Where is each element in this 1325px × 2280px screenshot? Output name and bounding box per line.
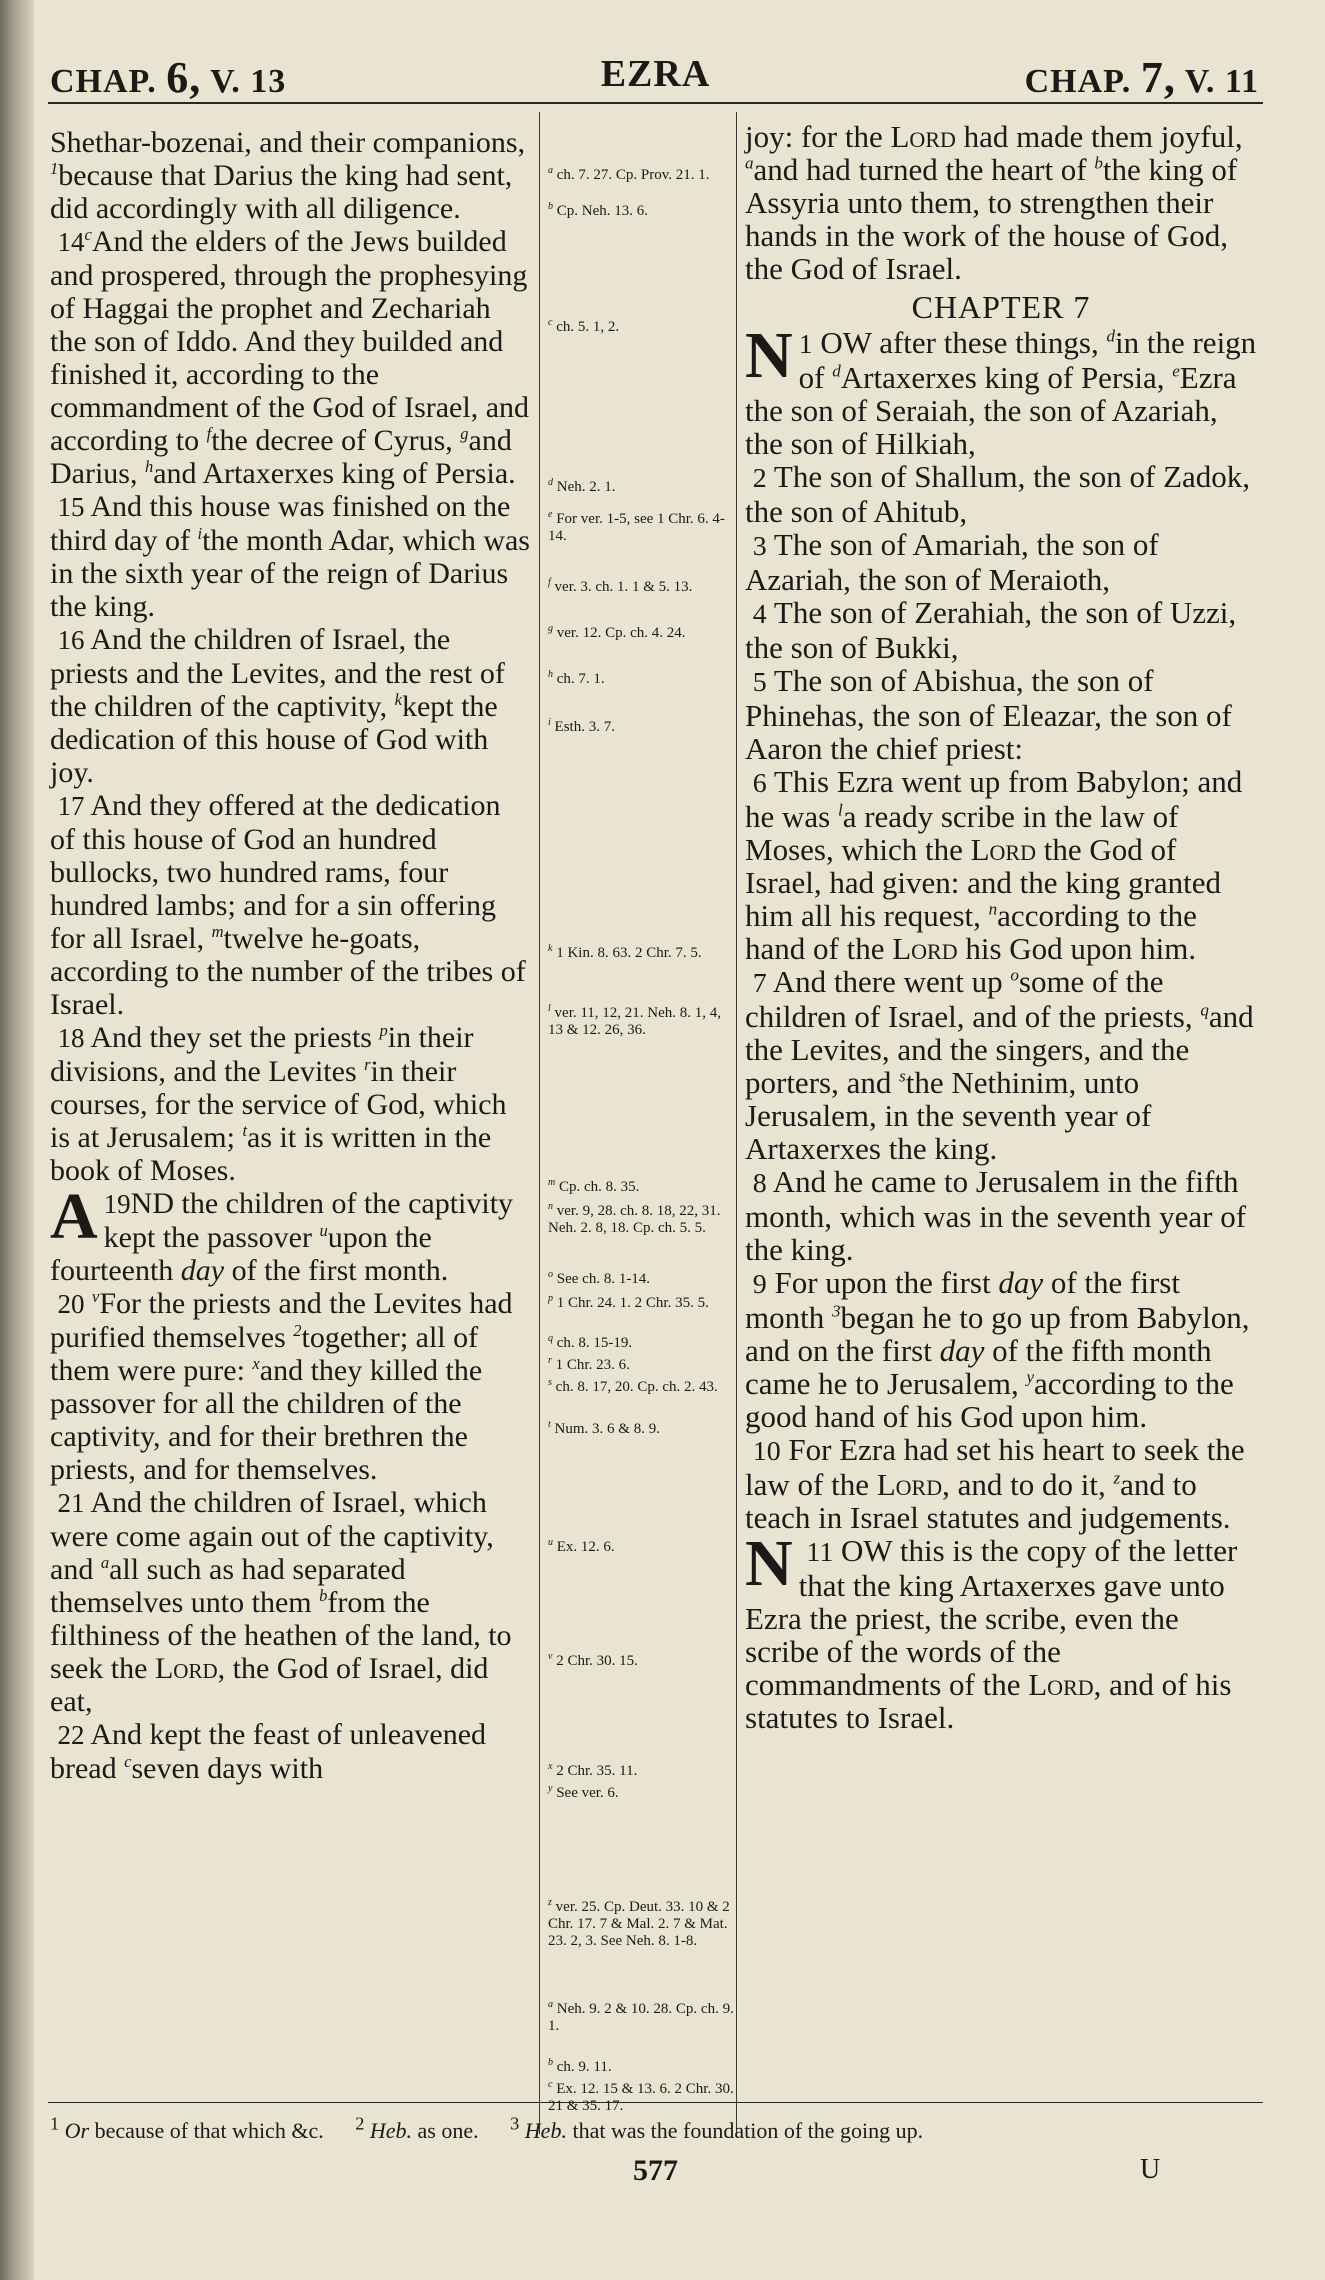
- xref-a: $^a$ ch. 7. 27. Cp. Prov. 21. 1.: [548, 165, 710, 183]
- xref-b: $^b$ Cp. Neh. 13. 6.: [548, 201, 648, 219]
- xref-y: $^y$ See ver. 6.: [548, 1783, 619, 1801]
- header-right-chapter: 7,: [1140, 53, 1176, 102]
- xref-q: $^q$ ch. 8. 15-19.: [548, 1333, 633, 1351]
- xref-r: $^r$ 1 Chr. 23. 6.: [548, 1355, 630, 1373]
- verse-7-2: 2 The son of Shallum, the son of Zadok, the son of Ahitub,: [745, 459, 1251, 529]
- xref-c2: $^c$ Ex. 12. 15 & 13. 6. 2 Chr. 30. 21 & 35. 17.: [548, 2079, 734, 2114]
- verse-7-11: 11 N OW this is the copy of the letter that the king Artaxerxes gave unto Ezra the priest, the scribe, even the scribe of the words of the commandments of the Lord, and of his statutes to Israel.: [745, 1527, 1238, 1735]
- header-left-verse: V. 13: [210, 63, 287, 100]
- verse-17: 17 And they offered at the dedication of this house of God an hundred bullocks, two hundred rams, four hundred lambs; and for a sin offering for all Israel, $^m$twelve he-goats, according to the number of the tribes of Israel.: [50, 789, 526, 1021]
- footnotes: [50, 2114, 1265, 2144]
- right-text-column: [745, 120, 1257, 1734]
- book-title: EZRA: [600, 53, 711, 95]
- xref-x: $^x$ 2 Chr. 35. 11.: [548, 1761, 638, 1779]
- verse-7-9: 9 For upon the first day of the first month $^3$began he to go up from Babylon, and on the first day of the fifth month came he to Jerusalem, $^y$according to the good hand of his God upon him.: [745, 1265, 1250, 1434]
- xref-f: $^f$ ver. 3. ch. 1. 1 & 5. 13.: [548, 577, 693, 595]
- header-right-reference: [1025, 52, 1259, 103]
- xref-g: $^g$ ver. 12. Cp. ch. 4. 24.: [548, 623, 686, 641]
- xref-s: $^s$ ch. 8. 17, 20. Cp. ch. 2. 43.: [548, 1377, 718, 1395]
- verse-7-7: 7 And there went up $^o$some of the children of Israel, and of the priests, $^q$and the Levites, and the singers, and the porters, and $^s$the Nethinim, unto Jerusalem, in the seventh year of Artaxerxes the king.: [745, 964, 1254, 1166]
- xref-t: $^t$ Num. 3. 6 & 8. 9.: [548, 1419, 660, 1437]
- header-left-chapter: 6,: [166, 53, 202, 102]
- page-number: 577: [633, 2154, 678, 2187]
- verse-18: 18 And they set the priests $^p$in their divisions, and the Levites $^r$in their courses, for the service of God, which is at Jerusalem; $^t$as it is written in the book of Moses.: [50, 1021, 507, 1187]
- header-right-verse: V. 11: [1184, 63, 1259, 100]
- verse-21: 21 And the children of Israel, which were come again out of the captivity, and $^a$all such as had separated themselves unto them $^b$from the filthiness of the heathen of the land, to seek the Lord, the God of Israel, did eat,: [50, 1486, 512, 1718]
- verse-7-4: 4 The son of Zerahiah, the son of Uzzi, the son of Bukki,: [745, 595, 1237, 665]
- chapter-heading: CHAPTER 7: [911, 289, 1091, 325]
- xref-c: $^c$ ch. 5. 1, 2.: [548, 317, 620, 335]
- xref-n: $^n$ ver. 9, 28. ch. 8. 18, 22, 31. Neh. 2. 8, 18. Cp. ch. 5. 5.: [548, 1201, 721, 1236]
- verse-13-continuation: Shethar-bozenai, and their companions, $^1$because that Darius the king had sent, did accordingly with all diligence.: [50, 126, 526, 225]
- drop-cap-a: A: [50, 1180, 98, 1253]
- xref-u: $^u$ Ex. 12. 6.: [548, 1537, 615, 1555]
- verse-14: 14$^c$And the elders of the Jews builded and prospered, through the prophesying of Haggai the prophet and Zechariah the son of Iddo. And they builded and finished it, according to the commandment of the God of Israel, and according to $^f$the decree of Cyrus, $^g$and Darius, $^h$and Artaxerxes king of Persia.: [50, 225, 530, 490]
- drop-cap-n: N: [745, 319, 793, 392]
- xref-e: $^e$ For ver. 1-5, see 1 Chr. 6. 4-14.: [548, 509, 725, 544]
- xref-l: $^l$ ver. 11, 12, 21. Neh. 8. 1, 4, 13 & 12. 26, 36.: [548, 1003, 722, 1038]
- verse-7-5: 5 The son of Abishua, the son of Phinehas, the son of Eleazar, the son of Aaron the chief priest:: [745, 663, 1232, 766]
- verse-22-continuation: joy: for the Lord had made them joyful, $^a$and had turned the heart of $^b$the king of Assyria unto them, to strengthen their hands in the work of the house of God, the God of Israel.: [745, 119, 1243, 286]
- verse-7-3: 3 The son of Amariah, the son of Azariah, the son of Meraioth,: [745, 527, 1159, 597]
- column-divider-left: [539, 112, 540, 2134]
- xref-z: $^z$ ver. 25. Cp. Deut. 33. 10 & 2 Chr. 17. 7 & Mal. 2. 7 & Mat. 23. 2, 3. See Neh. 8. 1-8.: [548, 1897, 730, 1949]
- xref-a2: $^a$ Neh. 9. 2 & 10. 28. Cp. ch. 9. 1.: [548, 1999, 734, 2034]
- verse-7-8: 8 And he came to Jerusalem in the fifth month, which was in the seventh year of the king.: [745, 1164, 1247, 1267]
- verse-7-6: 6 This Ezra went up from Babylon; and he was $^l$a ready scribe in the law of Moses, which the Lord the God of Israel, had given: and the king granted him all his request, $^n$according to the hand of the Lord his God upon him.: [745, 764, 1243, 966]
- footnote-3: $^3$ Heb. that was the foundation of the going up.: [510, 2114, 924, 2144]
- binding-gutter-shadow: [0, 0, 34, 2280]
- verse-7-10: 10 For Ezra had set his heart to seek the law of the Lord, and to do it, $^z$and to teach in Israel statutes and judgements.: [745, 1432, 1245, 1535]
- column-divider-right: [736, 112, 737, 2134]
- verse-19: 19 A ND the children of the captivity kept the passover $^u$upon the fourteenth day of the first month.: [50, 1180, 514, 1287]
- xref-h: $^h$ ch. 7. 1.: [548, 669, 605, 687]
- xref-p: $^p$ 1 Chr. 24. 1. 2 Chr. 35. 5.: [548, 1293, 709, 1311]
- xref-b2: $^b$ ch. 9. 11.: [548, 2057, 612, 2075]
- xref-m: $^m$ Cp. ch. 8. 35.: [548, 1177, 640, 1195]
- footnote-2: $^2$ Heb. as one.: [355, 2114, 479, 2144]
- footnote-1: $^1$ Or because of that which &c.: [50, 2114, 324, 2144]
- verse-22: 22 And kept the feast of unleavened bread $^c$seven days with: [50, 1718, 487, 1785]
- header-rule: [48, 102, 1263, 104]
- drop-cap-n-2: N: [745, 1527, 793, 1600]
- verse-20: 20 $^v$For the priests and the Levites had purified themselves $^2$together; all of them were pure: $^x$and they killed the passover for all the children of the captivity, and for their brethren the priests, and for themselves.: [50, 1287, 513, 1486]
- running-header: [48, 52, 1263, 104]
- header-left-chap-label: CHAP.: [50, 63, 157, 100]
- xref-k: $^k$ 1 Kin. 8. 63. 2 Chr. 7. 5.: [548, 943, 702, 961]
- left-text-column: [50, 126, 532, 1785]
- xref-o: $^o$ See ch. 8. 1-14.: [548, 1269, 651, 1287]
- footnote-rule: [48, 2102, 1263, 2103]
- xref-i: $^i$ Esth. 3. 7.: [548, 717, 615, 735]
- signature-mark: U: [1140, 2154, 1161, 2185]
- verse-7-1: 1 N OW after these things, $^d$in the reign of $^d$Artaxerxes king of Persia, $^e$Ezra the son of Seraiah, the son of Azariah, the son of Hilkiah,: [745, 319, 1257, 461]
- xref-v: $^v$ 2 Chr. 30. 15.: [548, 1651, 638, 1669]
- verse-16: 16 And the children of Israel, the priests and the Levites, and the rest of the children of the captivity, $^k$kept the dedication of this house of God with joy.: [50, 623, 505, 789]
- xref-d: $^d$ Neh. 2. 1.: [548, 477, 616, 495]
- verse-15: 15 And this house was finished on the third day of $^i$the month Adar, which was in the sixth year of the reign of Darius the king.: [50, 490, 530, 623]
- header-right-chap-label: CHAP.: [1024, 63, 1132, 100]
